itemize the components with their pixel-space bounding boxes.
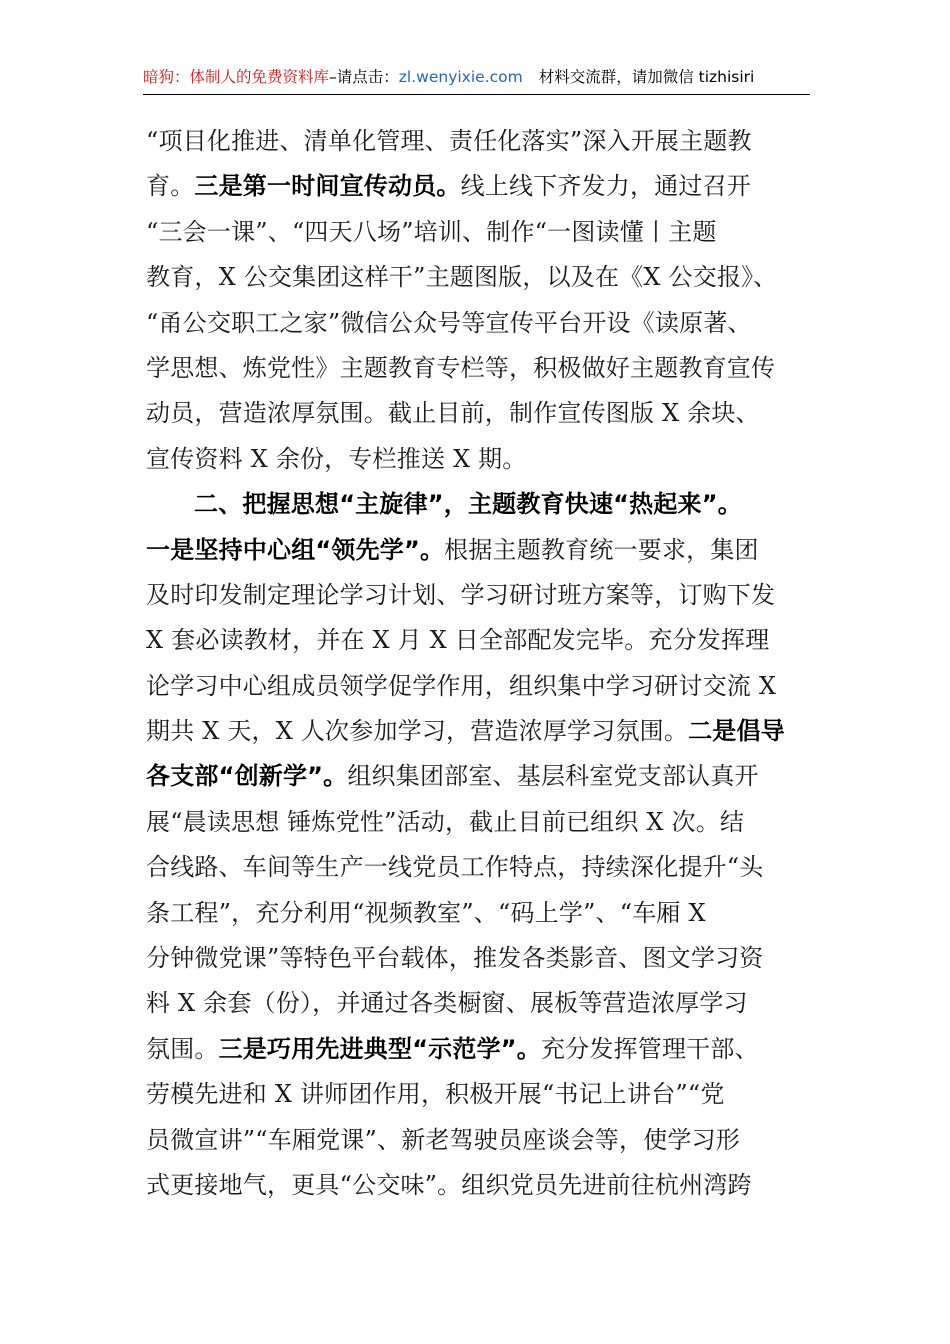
header-click-prompt: –请点击： [329,68,399,86]
text-line [146,981,810,1026]
bold-text-segment: 一是坚持中心组“领先学”。 [146,535,445,564]
text-line [146,1072,810,1117]
text-line [146,618,810,663]
text-line [146,845,810,890]
text-segment: 组织集团部室、基层科室党支部认真开 [347,762,759,791]
text-line [146,573,810,618]
text-segment: 氛围。 [146,1034,219,1063]
text-line [146,1027,810,1072]
text-line [146,800,810,845]
text-line [146,664,810,709]
bold-text-segment: 各支部“创新学”。 [146,762,348,791]
text-segment: 员微宣讲”“车厢党课”、新老驾驶员座谈会等，使学习形 [146,1125,741,1154]
text-line [146,437,810,482]
text-segment: 分钟微党课”等特色平台载体，推发各类影音、图文学习资 [146,944,764,973]
text-line [146,346,810,391]
text-line [146,119,810,164]
bold-text-segment: 二、把握思想“主旋律”，主题教育快速“热起来”。 [194,490,742,519]
text-line [146,936,810,981]
text-segment: 式更接地气，更具“公交味”。组织党员先进前往杭州湾跨 [146,1170,752,1199]
text-segment: 期共 X 天，X 人次参加学习，营造浓厚学习氛围。 [146,717,689,746]
text-line [146,754,810,799]
header-wechat-note: 材料交流群，请加微信 tizhisiri [538,68,755,86]
text-segment: 条工程”，充分利用“视频教室”、“码上学”、“车厢 X [146,898,706,927]
text-segment: 教育，X 公交集团这样干”主题图版，以及在《X 公交报》、 [146,263,778,292]
text-line [146,391,810,436]
text-line [146,1163,810,1208]
text-line [146,301,810,346]
text-line [146,164,810,209]
header-divider [143,94,810,95]
text-segment: “项目化推进、清单化管理、责任化落实”深入开展主题教 [146,127,752,155]
page-header [143,66,810,96]
bold-text-segment: 三是巧用先进典型“示范学”。 [218,1034,541,1063]
bold-text-segment: 二是倡导 [688,717,785,746]
text-segment: 展“晨读思想 锤炼党性”活动，截止目前已组织 X 次。结 [146,807,745,836]
text-line [146,891,810,936]
text-segment: “三会一课”、“四天八场”培训、制作“一图读懂丨主题 [146,217,717,246]
header-link[interactable]: zl.wenyixie.com [398,68,523,86]
document-body [146,119,810,1208]
text-line [146,1118,810,1163]
text-segment: X 套必读教材，并在 X 月 X 日全部配发完毕。充分发挥理 [146,626,770,655]
text-segment: 及时印发制定理论学习计划、学习研讨班方案等，订购下发 [146,580,776,609]
text-segment: 宣传资料 X 余份，专栏推送 X 期。 [146,444,527,473]
text-segment: 线上线下齐发力，通过召开 [460,172,752,201]
text-segment: 育。 [146,172,195,201]
text-segment: 料 X 余套（份），并通过各类橱窗、展板等营造浓厚学习 [146,989,748,1018]
text-segment: 动员，营造浓厚氛围。截止目前，制作宣传图版 X 余块、 [146,399,760,428]
section-heading-line [146,482,810,527]
text-segment: 充分发挥管理干部、 [540,1034,759,1063]
text-segment: 根据主题教育统一要求，集团 [444,535,759,564]
text-line [146,528,810,573]
text-segment: 劳模先进和 X 讲师团作用，积极开展“书记上讲台”“党 [146,1080,725,1109]
header-site-name: 暗狗：体制人的免费资料库 [143,68,330,86]
text-line [146,210,810,255]
text-segment: 学思想、炼党性》主题教育专栏等，积极做好主题教育宣传 [146,353,776,382]
text-segment: 论学习中心组成员领学促学作用，组织集中学习研讨交流 X [146,671,777,700]
text-segment: “甬公交职工之家”微信公众号等宣传平台开设《读原著、 [146,308,752,337]
text-segment: 合线路、车间等生产一线党员工作特点，持续深化提升“头 [146,853,764,882]
text-line [146,709,810,754]
bold-text-segment: 三是第一时间宣传动员。 [194,172,461,201]
text-line [146,255,810,300]
